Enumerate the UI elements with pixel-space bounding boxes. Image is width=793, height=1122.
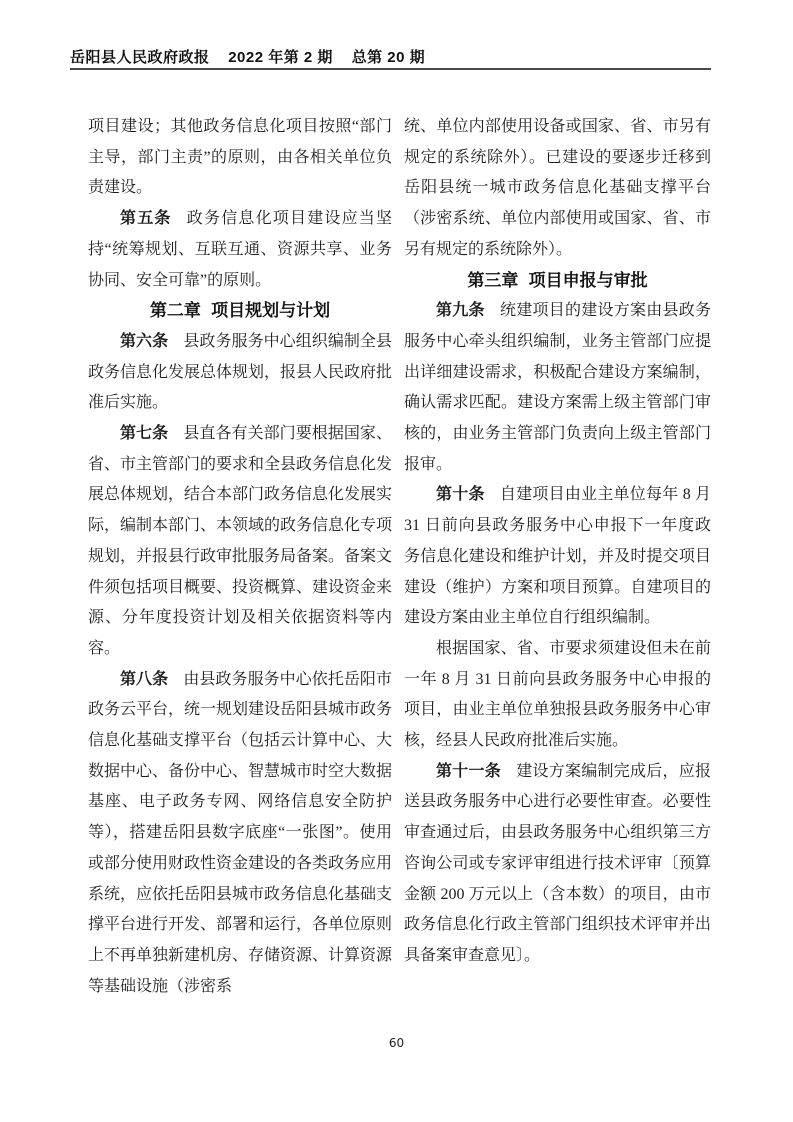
article-6-lead: 第六条 <box>120 332 169 350</box>
article-11-paragraph <box>404 757 711 972</box>
gazette-issue: 2022 年第 2 期 <box>228 49 333 66</box>
gazette-title: 岳阳县人民政府政报 <box>70 49 210 66</box>
article-6-paragraph <box>88 327 392 419</box>
paragraph-text: 自建项目由业主单位每年 8 月 31 日前向县政务服务中心申报下一年度政务信息化建设和维护计划，并及时提交项目建设（维护）方案和项目预算。自建项目的建设方案由业主单位自行组织编制。 <box>404 486 711 627</box>
article-11-lead: 第十一条 <box>436 762 502 780</box>
paragraph-text: 政务信息化项目建设应当坚持“统筹规划、互联互通、资源共享、业务协同、安全可靠”的原则。 <box>88 210 392 289</box>
page-header <box>70 46 425 67</box>
article-5-lead: 第五条 <box>120 210 172 228</box>
chapter-2-number: 第二章 <box>149 301 201 321</box>
chapter-2-title: 项目规划与计划 <box>211 301 331 321</box>
article-8-lead: 第八条 <box>120 670 169 688</box>
paragraph-text: 县直各有关部门要根据国家、省、市主管部门的要求和全县政务信息化发展总体规划，结合本部门政务信息化发展实际，编制本部门、本领域的政务信息化专项规划，并报县行政审批服务局备案。备案文件须包括项目概要、投资概算、建设资金来源、分年度投资计划及相关依据资料等内容。 <box>88 425 393 657</box>
article-7-lead: 第七条 <box>120 425 169 443</box>
continuation-paragraph <box>88 112 392 204</box>
article-10-paragraph <box>404 480 711 634</box>
header-rule <box>70 68 711 70</box>
paragraph-text: 县政务服务中心组织编制全县政务信息化发展总体规划，报县人民政府批准后实施。 <box>88 332 393 412</box>
chapter-3-number: 第三章 <box>467 270 519 290</box>
chapter-3-heading <box>404 266 711 297</box>
paragraph-text: 项目建设；其他政务信息化项目按照“部门主导，部门主责”的原则，由各相关单位负责建设。 <box>88 118 392 197</box>
document-body <box>88 112 711 1002</box>
paragraph-text: 根据国家、省、市要求须建设但未在前一年 8 月 31 日前向县政务服务中心申报的项目，由业主单位单独报县政务服务中心审核，经县人民政府批准后实施。 <box>404 639 711 750</box>
article-9-lead: 第九条 <box>436 302 485 320</box>
paragraph-text: 由县政务服务中心依托岳阳市政务云平台，统一规划建设岳阳县城市政务信息化基础支撑平台（包括云计算中心、大数据中心、备份中心、智慧城市时空大数据基座、电子政务专网、网络信息安全防护等），搭建岳阳县数字底座“一张图”。使用或部分使用财政性资金建设的各类政务应用系统，应依托岳阳县城市政务信息化基础支撑平台进行开发、部署和运行，各单位原则上不再单独新建机房、存储资源、计算资源等基础设施（涉密系 <box>88 670 393 995</box>
continuation-paragraph <box>404 112 711 266</box>
right-column <box>404 112 711 1002</box>
paragraph-text: 建设方案编制完成后，应报送县政务服务中心进行必要性审查。必要性审查通过后，由县政务服务中心组织第三方咨询公司或专家评审组进行技术评审〔预算金额 200 万元以上（含本数）的项目，由市政务信息化行政主管部门组织技术评审并出具备案审查意见〕。 <box>404 762 711 964</box>
article-10-subparagraph <box>404 634 711 757</box>
article-10-lead: 第十条 <box>436 486 485 504</box>
page-footer <box>0 1036 793 1050</box>
paragraph-text: 统建项目的建设方案由县政务服务中心牵头组织编制，业务主管部门应提出详细建设需求，积极配合建设方案编制，确认需求匹配。建设方案需上级主管部门审核的，由业务主管部门负责向上级主管部门报审。 <box>404 302 711 473</box>
chapter-2-heading <box>88 296 392 327</box>
article-7-paragraph <box>88 419 392 665</box>
paragraph-text: 统、单位内部使用设备或国家、省、市另有规定的系统除外）。已建设的要逐步迁移到岳阳县统一城市政务信息化基础支撑平台（涉密系统、单位内部使用或国家、省、市另有规定的系统除外）。 <box>404 118 711 258</box>
page-number: 60 <box>388 1036 405 1050</box>
article-8-paragraph <box>88 665 392 1003</box>
left-column <box>88 112 392 1002</box>
gazette-total-issue: 总第 20 期 <box>351 49 426 66</box>
article-9-paragraph <box>404 296 711 480</box>
chapter-3-title: 项目申报与审批 <box>528 270 648 290</box>
article-5-paragraph <box>88 204 392 296</box>
